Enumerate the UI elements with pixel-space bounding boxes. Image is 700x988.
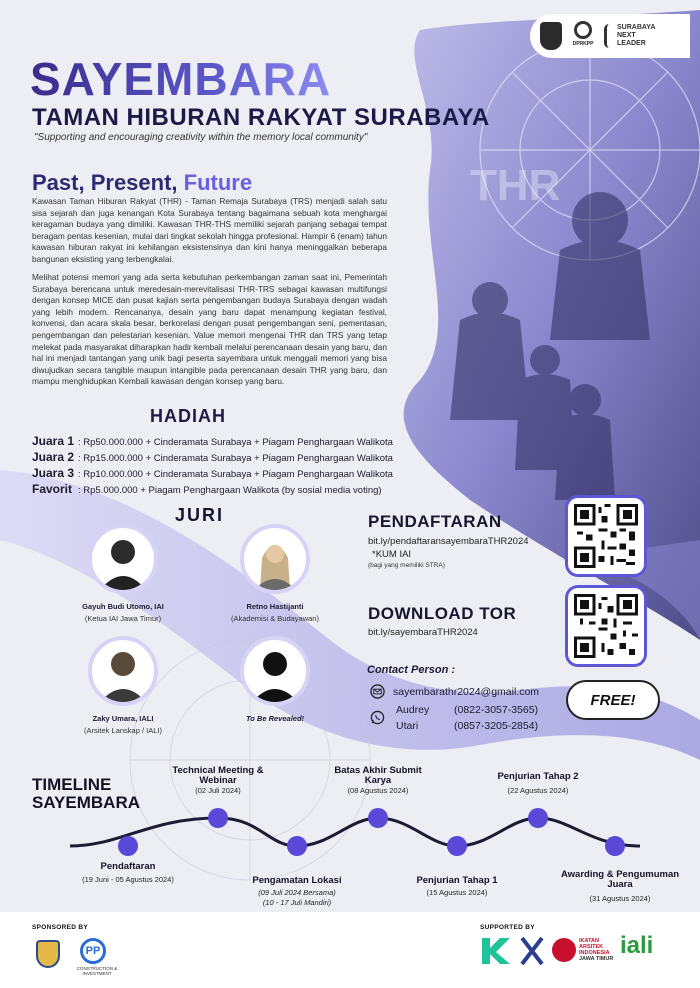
iai-logo-mark xyxy=(552,938,576,962)
intro-paragraph-1: Kawasan Taman Hiburan Rakyat (THR) - Taman Remaja Surabaya (TRS) menjadi salah satu sisa sejarah dan juga kenangan Kota Surabaya tentang bagaimana sebuah kota menghargai keragaman budaya yang dimiliki. Kawasan THR-THS memiliki sejarah panjang sebagai tempat beragam pentas kesenian, mulai dari tingkat sekolah hingga profesional. Hampir 6 (enam) tahun kawasan hiburan rakyat ini kehilangan eksistensinya dan kini hanya meninggalkan beberapa bangunan eksisting yang terbengkalai. xyxy=(32,196,387,264)
timeline-date: (08 Agustus 2024) xyxy=(347,786,409,795)
hadiah-title: HADIAH xyxy=(150,406,226,426)
timeline-date: (31 Agustus 2024) xyxy=(589,894,651,903)
timeline-label: Awarding & Pengumuman Juara xyxy=(560,869,680,890)
intro-paragraph-2: Melihat potensi memori yang ada serta kebutuhan perkembangan zaman saat ini, Pemerintah Surabaya berencana untuk meredesain-merevitalisasi THR-TRS sebagai kawasan multifungsi dengan konsep MICE dan pusat kajian serta pengembangan budaya Surabaya dengan wadah yang lebih modern. Rencananya, desain yang baru dapat menampung kegiatan festival, konvensi, dan acara skala besar, berkorelasi dengan pusat pengembangan seni, pementasan, pengembangan dan pelestarian kesenian. Value memori mengenai THR dan TRS yang tetap melekat pada masyarakat diharapkan hadir kembali melalui perencanaan desain yang baru, dan hal ini menjadi tantangan yang unik bagi peserta sayembara untuk menggali memori yang bisa diwujudkan secara tangible maupun intangible pada perencanaan desain THR yang baru, dan mampu menghidupkan Kembali kawasan dengan konsep yang baru. xyxy=(32,272,387,387)
timeline-label: Penjurian Tahap 2 xyxy=(497,771,579,782)
partner-logos xyxy=(530,14,690,58)
contact-phone[interactable]: (0857-3205-2854) xyxy=(454,720,539,732)
contact-person-row xyxy=(396,720,538,732)
avatar xyxy=(240,636,310,706)
x-mark-logo xyxy=(520,936,544,966)
kum-note: *KUM IAI xyxy=(372,549,412,560)
juri-name: To Be Revealed! xyxy=(245,714,305,723)
timeline-dot xyxy=(208,808,228,828)
juri-name: Retno Hastijanti xyxy=(246,602,304,611)
prize-row: Juara 2 : Rp15.000.000 + Cinderamata Surabaya + Piagam Penghargaan Walikota xyxy=(32,450,393,464)
contact-name: Utari xyxy=(396,720,419,732)
contact-phone[interactable]: (0822-3057-3565) xyxy=(454,704,539,716)
page-subtitle: TAMAN HIBURAN RAKYAT SURABAYA xyxy=(32,104,490,131)
whatsapp-icon xyxy=(370,710,385,730)
free-badge: FREE! xyxy=(566,680,660,720)
kum-subnote: (bagi yang memiliki STRA) xyxy=(368,562,445,569)
iai-logo-text: IKATAN ARSITEK INDONESIA JAWA TIMUR xyxy=(579,938,614,962)
kolaborasi-k-logo xyxy=(480,936,516,966)
timeline-dot xyxy=(287,836,307,856)
tor-link[interactable]: bit.ly/sayembaraTHR2024 xyxy=(368,627,478,638)
juri-name: Gayuh Budi Utomo, IAI xyxy=(82,602,164,611)
timeline-label: Technical Meeting & Webinar xyxy=(172,765,264,786)
prize-row: Juara 3 : Rp10.000.000 + Cinderamata Surabaya + Piagam Penghargaan Walikota xyxy=(32,466,393,480)
timeline-date: (09 Juli 2024 Bersama) xyxy=(258,888,336,897)
timeline-label: Pendaftaran xyxy=(100,861,156,872)
qr-code-pendaftaran[interactable] xyxy=(568,498,644,574)
timeline-label: Penjurian Tahap 1 xyxy=(416,875,498,886)
juri-role: (Akademisi & Budayawan) xyxy=(231,614,319,623)
mail-icon xyxy=(370,684,385,699)
contact-title: Contact Person : xyxy=(367,664,456,676)
timeline-date: (22 Agustus 2024) xyxy=(507,786,569,795)
timeline-dot xyxy=(447,836,467,856)
timeline-label: Pengamatan Lokasi xyxy=(252,875,342,886)
iali-logo: iali xyxy=(620,932,654,959)
timeline-title: TIMELINE SAYEMBARA xyxy=(32,775,141,812)
contact-email-row xyxy=(370,684,539,699)
avatar xyxy=(88,524,158,594)
tor-title: DOWNLOAD TOR xyxy=(368,604,517,623)
page-title: SAYEMBARA xyxy=(30,53,332,105)
svg-text:THR: THR xyxy=(470,161,561,210)
prize-row: Favorit : Rp5.000.000 + Piagam Penghargaan Walikota (by sosial media voting) xyxy=(32,482,382,496)
pendaftaran-title: PENDAFTARAN xyxy=(368,512,502,531)
timeline-dot xyxy=(605,836,625,856)
timeline-date: (10 - 17 Juli Mandiri) xyxy=(262,898,332,907)
surabaya-crest-logo xyxy=(36,940,60,968)
surabaya-emblem-icon xyxy=(540,22,562,50)
dpkpp-logo: DPRKPP xyxy=(570,21,596,51)
pendaftaran-link[interactable]: bit.ly/pendaftaransayembaraTHR2024 xyxy=(368,536,529,547)
timeline-dot xyxy=(528,808,548,828)
timeline-date: (19 Juni - 05 Agustus 2024) xyxy=(82,875,174,884)
timeline-label: Batas Akhir Submit Karya xyxy=(334,765,422,786)
avatar xyxy=(88,636,158,706)
timeline-dot xyxy=(368,808,388,828)
section-heading-past-present-future: Past, Present, Future xyxy=(32,170,253,195)
prize-row: Juara 1 : Rp50.000.000 + Cinderamata Surabaya + Piagam Penghargaan Walikota xyxy=(32,434,393,448)
contact-email[interactable]: sayembarathr2024@gmail.com xyxy=(393,685,540,698)
supported-by-label: SUPPORTED BY xyxy=(480,924,535,931)
timeline-date: (15 Agustus 2024) xyxy=(426,888,488,897)
juri-title: JURI xyxy=(175,505,225,525)
contact-name: Audrey xyxy=(396,704,430,716)
juri-role: (Ketua IAI Jawa Timur) xyxy=(84,614,162,623)
juri-name: Zaky Umara, IALI xyxy=(92,714,154,723)
qr-code-tor[interactable] xyxy=(568,588,644,664)
pp-logo: PP xyxy=(80,938,106,964)
juri-role: (Arsitek Lanskap / IALI) xyxy=(84,726,162,735)
timeline-dot xyxy=(118,836,138,856)
sponsored-by-label: SPONSORED BY xyxy=(32,924,88,931)
tagline: "Supporting and encouraging creativity within the memory local community" xyxy=(34,132,368,143)
avatar xyxy=(240,524,310,594)
surabaya-next-leader-logo: SURABAYA NEXT LEADER xyxy=(604,24,655,48)
contact-person-row xyxy=(396,704,538,716)
timeline-date: (02 Juli 2024) xyxy=(195,786,241,795)
pp-logo-text: CONSTRUCTION & INVESTMENT xyxy=(76,966,118,976)
